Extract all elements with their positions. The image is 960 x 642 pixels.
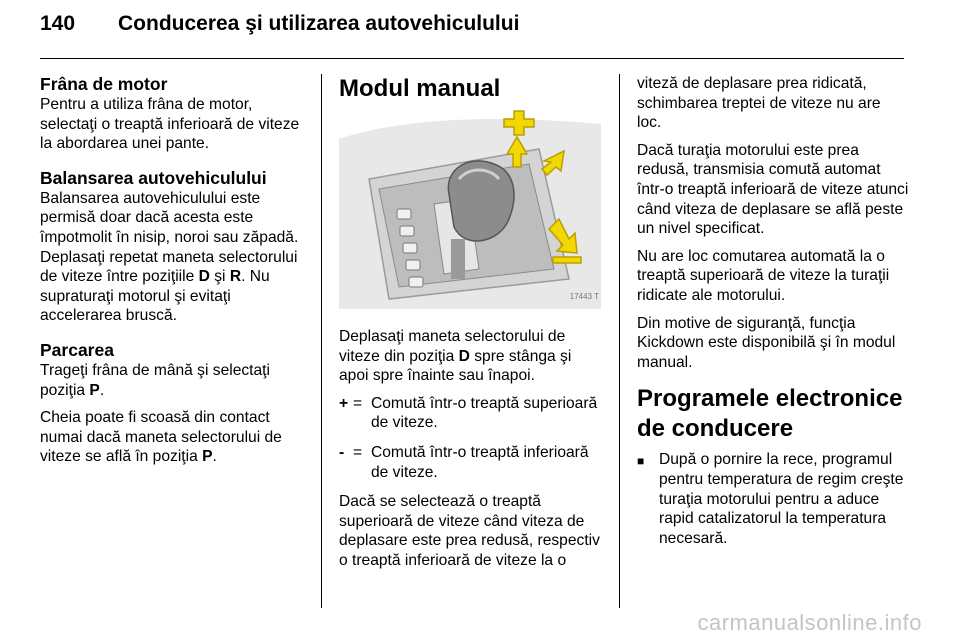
section-text: Pentru a utiliza frâna de motor, selectaţi o treaptă inferioară de viteze la abordarea unei pante. <box>40 96 300 153</box>
column-divider <box>321 74 322 608</box>
column-right <box>637 74 909 548</box>
column-left <box>40 74 308 481</box>
page-title: Conducerea şi utilizarea autovehiculului <box>118 12 520 35</box>
watermark: carmanualsonline.info <box>697 610 922 635</box>
section-text: viteză de deplasare prea ridicată, schimbarea treptei de viteze nu are loc. <box>637 75 881 132</box>
section-text: Cheia poate fi scoasă din contact numai dacă maneta selectorului de viteze se află în poziţia P. <box>40 409 282 466</box>
bullet-icon: ■ <box>637 454 645 469</box>
section-parking <box>40 340 308 467</box>
section-title: Programele electronice de conducere <box>637 385 903 443</box>
column-middle <box>339 74 605 579</box>
page-header <box>40 12 519 48</box>
section-title: Modul manual <box>339 75 501 102</box>
figure-code: 17443 T <box>569 292 599 302</box>
page-number: 140 <box>40 12 76 35</box>
gear-selector-image <box>339 109 601 309</box>
section-text: Deplasaţi maneta selectorului de viteze din poziţia D spre stânga şi apoi spre înainte sau înapoi. <box>339 328 572 385</box>
section-title: Parcarea <box>40 339 114 360</box>
section-rocking <box>40 168 308 326</box>
section-title: Frâna de motor <box>40 74 168 94</box>
definition-minus: - = Comută într-o treaptă inferioară de viteze. <box>339 443 589 481</box>
definition-plus: + = Comută într-o treaptă superioară de viteze. <box>339 394 598 432</box>
section-text: Dacă turaţia motorului este prea redusă, transmisia comută automat într-o treaptă inferioară de viteze atunci când viteza de deplasare se află peste un nivel specificat. <box>637 141 909 238</box>
section-title: Balansarea autovehiculului <box>40 167 267 188</box>
list-item: ■ După o pornire la rece, programul pentru temperatura de regim creşte turaţia motorului pentru a aduce rapid catalizatorul la temperatura necesară. <box>637 451 904 547</box>
section-text: Trageţi frâna de mână şi selectaţi poziţia P. <box>40 361 270 399</box>
section-text: Nu are loc comutarea automată la o treaptă superioară de viteze la turaţii ridicate ale motorului. <box>637 247 890 304</box>
section-text: Dacă se selectează o treaptă superioară de viteze când viteza de deplasare este prea redusă, respectiv o treaptă inferioară de viteze la o <box>339 493 600 569</box>
section-text: Balansarea autovehiculului este permisă doar dacă acesta este împotmolit în nisip, noroi sau zăpadă. Deplasaţi repetat maneta selectorului de viteze între poziţiile D şi R. Nu supraturaţi motorul şi evitaţi accelerarea bruscă. <box>40 189 299 325</box>
gear-selector-illustration <box>339 109 601 309</box>
header-rule <box>40 58 904 59</box>
column-divider <box>619 74 620 608</box>
section-text: Din motive de siguranţă, funcţia Kickdown este disponibilă şi în modul manual. <box>637 314 896 371</box>
section-engine-brake <box>40 74 308 154</box>
